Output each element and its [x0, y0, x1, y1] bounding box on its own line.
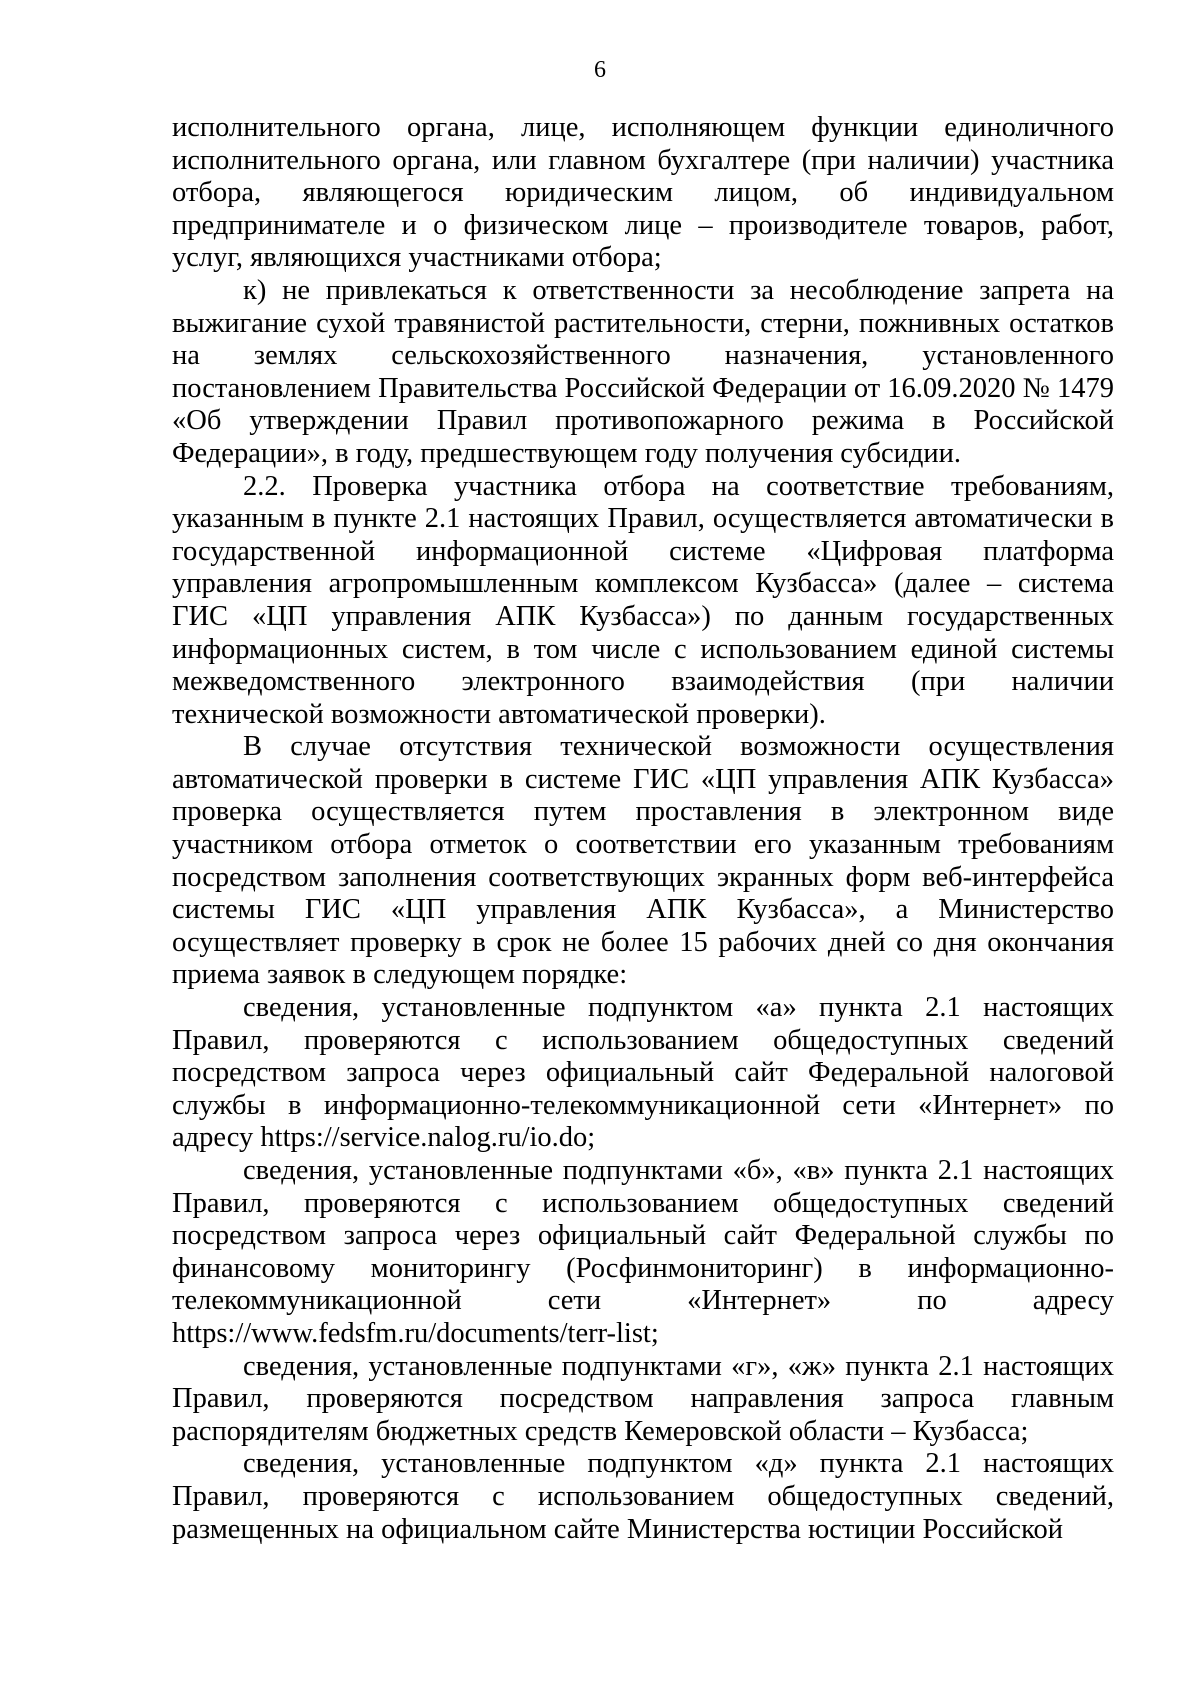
paragraph-check-a: сведения, установленные подпунктом «а» пункта 2.1 настоящих Правил, проверяются с использованием общедоступных сведений посредством запроса через официальный сайт Федеральной налоговой службы в информационно-телекоммуникационной сети «Интернет» по адресу https://service.nalog.ru/io.do; — [172, 992, 1114, 1154]
paragraph-check-d: сведения, установленные подпунктом «д» пункта 2.1 настоящих Правил, проверяются с использованием общедоступных сведений, размещенных на официальном сайте Министерства юстиции Российской — [172, 1448, 1114, 1545]
paragraph-continuation: исполнительного органа, лице, исполняющем функции единоличного исполнительного органа, или главном бухгалтере (при наличии) участника отбора, являющегося юридическим лицом, об индивидуальном предпринимателе и о физическом лице – производителе товаров, работ, услуг, являющихся участниками отбора; — [172, 112, 1114, 274]
paragraph-check-b-v: сведения, установленные подпунктами «б», «в» пункта 2.1 настоящих Правил, проверяются с использованием общедоступных сведений посредством запроса через официальный сайт Федеральной службы по финансовому мониторингу (Росфинмониторинг) в информационно-телекоммуникационной сети «Интернет» по адресу https://www.fedsfm.ru/documents/terr-list; — [172, 1155, 1114, 1349]
paragraph-check-g-zh: сведения, установленные подпунктами «г», «ж» пункта 2.1 настоящих Правил, проверяются посредством направления запроса главным распорядителям бюджетных средств Кемеровской области – Кузбасса; — [172, 1350, 1114, 1447]
paragraph-manual-check: В случае отсутствия технической возможности осуществления автоматической проверки в системе ГИС «ЦП управления АПК Кузбасса» проверка осуществляется путем проставления в электронном виде участником отбора отметок о соответствии его указанным требованиям посредством заполнения соответствующих экранных форм веб-интерфейса системы ГИС «ЦП управления АПК Кузбасса», а Министерство осуществляет проверку в срок не более 15 рабочих дней со дня окончания приема заявок в следующем порядке: — [172, 731, 1114, 991]
page-number: 6 — [594, 57, 606, 83]
paragraph-2-2: 2.2. Проверка участника отбора на соответствие требованиям, указанным в пункте 2.1 настоящих Правил, осуществляется автоматически в государственной информационной системе «Цифровая платформа управления агропромышленным комплексом Кузбасса» (далее – система ГИС «ЦП управления АПК Кузбасса») по данным государственных информационных систем, в том числе с использованием единой системы межведомственного электронного взаимодействия (при наличии технической возможности автоматической проверки). — [172, 470, 1114, 730]
paragraph-item-k: к) не привлекаться к ответственности за несоблюдение запрета на выжигание сухой травянистой растительности, стерни, пожнивных остатков на землях сельскохозяйственного назначения, установленного постановлением Правительства Российской Федерации от 16.09.2020 № 1479 «Об утверждении Правил противопожарного режима в Российской Федерации», в году, предшествующем году получения субсидии. — [172, 274, 1115, 469]
document-body — [172, 112, 1114, 1546]
